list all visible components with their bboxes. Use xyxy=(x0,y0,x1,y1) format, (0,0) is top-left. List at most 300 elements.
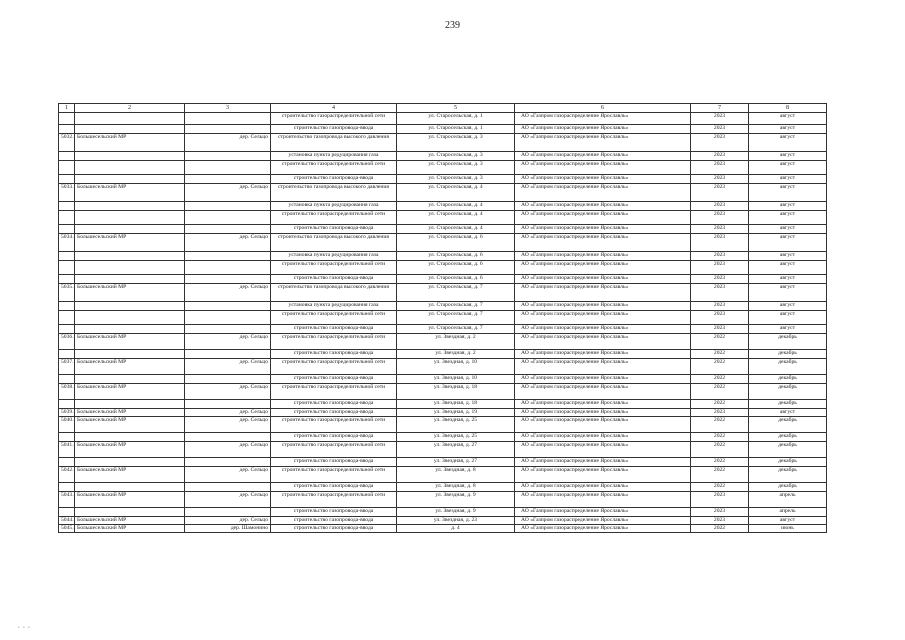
address-cell: ул. Звездная, д. 27 xyxy=(397,442,515,458)
month-cell: декабрь xyxy=(749,458,827,467)
locality-cell xyxy=(185,311,271,325)
work-type-cell: строительство газораспределительной сети xyxy=(271,113,397,125)
district-cell xyxy=(75,152,185,161)
month-cell: декабрь xyxy=(749,400,827,409)
district-cell xyxy=(75,211,185,225)
locality-cell: дер. Сельцо xyxy=(185,284,271,302)
table-row xyxy=(59,275,827,284)
work-type-cell: строительство газопровода-ввода xyxy=(271,409,397,417)
organization-cell: АО «Газпром газораспределение Ярославль» xyxy=(515,359,691,375)
district-cell xyxy=(75,508,185,517)
address-cell: ул. Старосельская, д. 6 xyxy=(397,261,515,275)
work-type-cell: строительство газораспределительной сети xyxy=(271,359,397,375)
table-row xyxy=(59,409,827,417)
organization-cell: АО «Газпром газораспределение Ярославль» xyxy=(515,467,691,483)
year-cell: 2022 xyxy=(691,417,749,433)
district-cell xyxy=(75,252,185,261)
work-type-cell: строительство газопровода высокого давления xyxy=(271,284,397,302)
organization-cell: АО «Газпром газораспределение Ярославль» xyxy=(515,350,691,359)
work-type-cell: строительство газопровода-ввода xyxy=(271,433,397,442)
year-cell: 2023 xyxy=(691,225,749,234)
address-cell: ул. Звездная, д. 18 xyxy=(397,400,515,409)
table-row xyxy=(59,125,827,134)
month-cell: декабрь xyxy=(749,334,827,350)
table-row xyxy=(59,202,827,211)
district-cell: Большесельский МР xyxy=(75,334,185,350)
row-number: 5035. xyxy=(59,284,75,302)
year-cell: 2023 xyxy=(691,211,749,225)
row-number: 5040. xyxy=(59,417,75,433)
district-cell xyxy=(75,225,185,234)
table-row xyxy=(59,384,827,400)
address-cell: ул. Старосельская, д. 1 xyxy=(397,125,515,134)
column-header: 1 xyxy=(59,104,75,113)
locality-cell xyxy=(185,350,271,359)
locality-cell xyxy=(185,275,271,284)
locality-cell: дер. Сельцо xyxy=(185,334,271,350)
work-type-cell: строительство газопровода высокого давления xyxy=(271,184,397,202)
month-cell: декабрь xyxy=(749,375,827,384)
row-number xyxy=(59,311,75,325)
year-cell: 2023 xyxy=(691,311,749,325)
table-row xyxy=(59,442,827,458)
row-number xyxy=(59,211,75,225)
work-type-cell: строительство газопровода-ввода xyxy=(271,517,397,525)
row-number xyxy=(59,302,75,311)
district-cell: Большесельский МР xyxy=(75,234,185,252)
organization-cell: АО «Газпром газораспределение Ярославль» xyxy=(515,252,691,261)
column-header: 2 xyxy=(75,104,185,113)
address-cell: ул. Звездная, д. 23 xyxy=(397,517,515,525)
year-cell: 2023 xyxy=(691,175,749,184)
table-row xyxy=(59,161,827,175)
row-number xyxy=(59,508,75,517)
locality-cell: дер. Сельцо xyxy=(185,184,271,202)
district-cell: Большесельский МР xyxy=(75,467,185,483)
year-cell: 2023 xyxy=(691,161,749,175)
table-row xyxy=(59,350,827,359)
table-row xyxy=(59,261,827,275)
year-cell: 2022 xyxy=(691,384,749,400)
row-number: 5038. xyxy=(59,384,75,400)
month-cell: август xyxy=(749,252,827,261)
organization-cell: АО «Газпром газораспределение Ярославль» xyxy=(515,275,691,284)
row-number xyxy=(59,350,75,359)
address-cell: ул. Старосельская, д. 1 xyxy=(397,113,515,125)
month-cell: август xyxy=(749,161,827,175)
row-number xyxy=(59,458,75,467)
row-number xyxy=(59,161,75,175)
organization-cell: АО «Газпром газораспределение Ярославль» xyxy=(515,400,691,409)
year-cell: 2022 xyxy=(691,467,749,483)
month-cell: август xyxy=(749,211,827,225)
district-cell: Большесельский МР xyxy=(75,284,185,302)
month-cell: август xyxy=(749,113,827,125)
organization-cell: АО «Газпром газораспределение Ярославль» xyxy=(515,302,691,311)
work-type-cell: строительство газопровода-ввода xyxy=(271,175,397,184)
month-cell: август xyxy=(749,325,827,334)
locality-cell xyxy=(185,202,271,211)
locality-cell xyxy=(185,152,271,161)
organization-cell: АО «Газпром газораспределение Ярославль» xyxy=(515,334,691,350)
locality-cell xyxy=(185,400,271,409)
district-cell xyxy=(75,261,185,275)
month-cell: декабрь xyxy=(749,433,827,442)
organization-cell: АО «Газпром газораспределение Ярославль» xyxy=(515,152,691,161)
table-row xyxy=(59,417,827,433)
month-cell: август xyxy=(749,275,827,284)
locality-cell xyxy=(185,161,271,175)
column-header: 7 xyxy=(691,104,749,113)
district-cell xyxy=(75,458,185,467)
row-number: 5039. xyxy=(59,409,75,417)
table-row xyxy=(59,334,827,350)
month-cell: декабрь xyxy=(749,384,827,400)
address-cell: ул. Звездная, д. 2 xyxy=(397,350,515,359)
year-cell: 2022 xyxy=(691,433,749,442)
year-cell: 2023 xyxy=(691,113,749,125)
district-cell: Большесельский МР xyxy=(75,184,185,202)
year-cell: 2022 xyxy=(691,525,749,533)
page-number: 239 xyxy=(445,20,460,31)
district-cell xyxy=(75,161,185,175)
year-cell: 2023 xyxy=(691,184,749,202)
work-type-cell: строительство газораспределительной сети xyxy=(271,384,397,400)
table-row xyxy=(59,284,827,302)
address-cell: ул. Звездная, д. 19 xyxy=(397,409,515,417)
district-cell: Большесельский МР xyxy=(75,409,185,417)
year-cell: 2023 xyxy=(691,284,749,302)
organization-cell: АО «Газпром газораспределение Ярославль» xyxy=(515,325,691,334)
row-number: 5036. xyxy=(59,334,75,350)
address-cell: ул. Старосельская, д. 3 xyxy=(397,152,515,161)
address-cell: ул. Звездная, д. 10 xyxy=(397,359,515,375)
district-cell xyxy=(75,125,185,134)
column-header: 6 xyxy=(515,104,691,113)
address-cell: ул. Старосельская, д. 4 xyxy=(397,184,515,202)
table-row xyxy=(59,234,827,252)
work-type-cell: строительство газопровода-ввода xyxy=(271,350,397,359)
locality-cell xyxy=(185,125,271,134)
month-cell: август xyxy=(749,184,827,202)
table-row xyxy=(59,325,827,334)
address-cell: ул. Звездная, д. 25 xyxy=(397,433,515,442)
locality-cell xyxy=(185,433,271,442)
locality-cell: дер. Сельцо xyxy=(185,467,271,483)
column-header: 5 xyxy=(397,104,515,113)
work-type-cell: строительство газопровода высокого давления xyxy=(271,234,397,252)
address-cell: ул. Звездная, д. 10 xyxy=(397,375,515,384)
scan-artifact: • • • xyxy=(18,626,31,631)
year-cell: 2022 xyxy=(691,442,749,458)
organization-cell: АО «Газпром газораспределение Ярославль» xyxy=(515,261,691,275)
organization-cell: АО «Газпром газораспределение Ярославль» xyxy=(515,161,691,175)
row-number: 5045. xyxy=(59,525,75,533)
district-cell xyxy=(75,302,185,311)
locality-cell: дер. Шамонино xyxy=(185,525,271,533)
organization-cell: АО «Газпром газораспределение Ярославль» xyxy=(515,417,691,433)
district-cell xyxy=(75,350,185,359)
year-cell: 2023 xyxy=(691,275,749,284)
table-row xyxy=(59,375,827,384)
month-cell: апрель xyxy=(749,508,827,517)
district-cell xyxy=(75,202,185,211)
row-number: 5044. xyxy=(59,517,75,525)
address-cell: ул. Старосельская, д. 6 xyxy=(397,275,515,284)
work-type-cell: установка пункта редуцирования газа xyxy=(271,252,397,261)
district-cell: Большесельский МР xyxy=(75,359,185,375)
table-row xyxy=(59,458,827,467)
locality-cell xyxy=(185,261,271,275)
locality-cell xyxy=(185,211,271,225)
month-cell: август xyxy=(749,284,827,302)
year-cell: 2022 xyxy=(691,400,749,409)
work-type-cell: строительство газопровода-ввода xyxy=(271,525,397,533)
locality-cell: дер. Сельцо xyxy=(185,492,271,508)
address-cell: ул. Старосельская, д. 7 xyxy=(397,284,515,302)
locality-cell xyxy=(185,483,271,492)
work-type-cell: строительство газораспределительной сети xyxy=(271,334,397,350)
address-cell: ул. Звездная, д. 9 xyxy=(397,508,515,517)
address-cell: д. 4 xyxy=(397,525,515,533)
address-cell: ул. Звездная, д. 8 xyxy=(397,483,515,492)
work-type-cell: установка пункта редуцирования газа xyxy=(271,152,397,161)
year-cell: 2022 xyxy=(691,334,749,350)
year-cell: 2023 xyxy=(691,252,749,261)
work-type-cell: строительство газопровода-ввода xyxy=(271,275,397,284)
district-cell xyxy=(75,275,185,284)
table-body xyxy=(59,113,827,533)
month-cell: декабрь xyxy=(749,483,827,492)
organization-cell: АО «Газпром газораспределение Ярославль» xyxy=(515,211,691,225)
month-cell: декабрь xyxy=(749,442,827,458)
locality-cell xyxy=(185,508,271,517)
year-cell: 2023 xyxy=(691,125,749,134)
month-cell: апрель xyxy=(749,492,827,508)
table-row xyxy=(59,525,827,533)
table-row xyxy=(59,225,827,234)
table-row xyxy=(59,184,827,202)
work-type-cell: строительство газораспределительной сети xyxy=(271,417,397,433)
work-type-cell: строительство газораспределительной сети xyxy=(271,161,397,175)
year-cell: 2022 xyxy=(691,375,749,384)
year-cell: 2022 xyxy=(691,350,749,359)
locality-cell xyxy=(185,252,271,261)
table-row xyxy=(59,302,827,311)
address-cell: ул. Старосельская, д. 7 xyxy=(397,311,515,325)
district-cell xyxy=(75,375,185,384)
work-type-cell: строительство газопровода-ввода xyxy=(271,508,397,517)
month-cell: август xyxy=(749,152,827,161)
table-row xyxy=(59,483,827,492)
month-cell: декабрь xyxy=(749,417,827,433)
organization-cell: АО «Газпром газораспределение Ярославль» xyxy=(515,225,691,234)
year-cell: 2023 xyxy=(691,325,749,334)
year-cell: 2022 xyxy=(691,458,749,467)
column-number-row xyxy=(59,104,827,113)
work-type-cell: строительство газораспределительной сети xyxy=(271,442,397,458)
locality-cell: дер. Сельцо xyxy=(185,234,271,252)
district-cell xyxy=(75,311,185,325)
organization-cell: АО «Газпром газораспределение Ярославль» xyxy=(515,113,691,125)
work-type-cell: строительство газопровода-ввода xyxy=(271,375,397,384)
locality-cell xyxy=(185,225,271,234)
locality-cell xyxy=(185,375,271,384)
row-number xyxy=(59,375,75,384)
address-cell: ул. Звездная, д. 9 xyxy=(397,492,515,508)
district-cell: Большесельский МР xyxy=(75,517,185,525)
month-cell: декабрь xyxy=(749,359,827,375)
organization-cell: АО «Газпром газораспределение Ярославль» xyxy=(515,508,691,517)
year-cell: 2023 xyxy=(691,261,749,275)
work-type-cell: строительство газораспределительной сети xyxy=(271,467,397,483)
work-type-cell: строительство газораспределительной сети xyxy=(271,311,397,325)
month-cell: август xyxy=(749,225,827,234)
work-type-cell: строительство газопровода-ввода xyxy=(271,225,397,234)
year-cell: 2022 xyxy=(691,483,749,492)
row-number xyxy=(59,225,75,234)
table-row xyxy=(59,311,827,325)
address-cell: ул. Старосельская, д. 4 xyxy=(397,202,515,211)
row-number: 5033. xyxy=(59,184,75,202)
month-cell: август xyxy=(749,134,827,152)
column-header: 4 xyxy=(271,104,397,113)
address-cell: ул. Старосельская, д. 6 xyxy=(397,252,515,261)
row-number: 5034. xyxy=(59,234,75,252)
row-number: 5037. xyxy=(59,359,75,375)
work-type-cell: строительство газораспределительной сети xyxy=(271,261,397,275)
organization-cell: АО «Газпром газораспределение Ярославль» xyxy=(515,517,691,525)
organization-cell: АО «Газпром газораспределение Ярославль» xyxy=(515,202,691,211)
year-cell: 2023 xyxy=(691,234,749,252)
month-cell: август xyxy=(749,409,827,417)
address-cell: ул. Старосельская, д. 7 xyxy=(397,325,515,334)
address-cell: ул. Старосельская, д. 3 xyxy=(397,161,515,175)
organization-cell: АО «Газпром газораспределение Ярославль» xyxy=(515,384,691,400)
address-cell: ул. Старосельская, д. 4 xyxy=(397,211,515,225)
address-cell: ул. Звездная, д. 2 xyxy=(397,334,515,350)
work-type-cell: строительство газораспределительной сети xyxy=(271,492,397,508)
row-number xyxy=(59,125,75,134)
table-row xyxy=(59,492,827,508)
table-row xyxy=(59,467,827,483)
organization-cell: АО «Газпром газораспределение Ярославль» xyxy=(515,442,691,458)
month-cell: август xyxy=(749,175,827,184)
address-cell: ул. Старосельская, д. 3 xyxy=(397,134,515,152)
organization-cell: АО «Газпром газораспределение Ярославль» xyxy=(515,409,691,417)
address-cell: ул. Старосельская, д. 6 xyxy=(397,234,515,252)
table-row xyxy=(59,508,827,517)
work-type-cell: строительство газопровода-ввода xyxy=(271,458,397,467)
organization-cell: АО «Газпром газораспределение Ярославль» xyxy=(515,134,691,152)
row-number xyxy=(59,175,75,184)
row-number: 5041. xyxy=(59,442,75,458)
locality-cell: дер. Сельцо xyxy=(185,517,271,525)
organization-cell: АО «Газпром газораспределение Ярославль» xyxy=(515,234,691,252)
month-cell: август xyxy=(749,202,827,211)
organization-cell: АО «Газпром газораспределение Ярославль» xyxy=(515,433,691,442)
organization-cell: АО «Газпром газораспределение Ярославль» xyxy=(515,125,691,134)
district-cell: Большесельский МР xyxy=(75,442,185,458)
row-number: 5042. xyxy=(59,467,75,483)
work-type-cell: строительство газопровода высокого давления xyxy=(271,134,397,152)
district-cell xyxy=(75,433,185,442)
address-cell: ул. Старосельская, д. 3 xyxy=(397,175,515,184)
address-cell: ул. Звездная, д. 27 xyxy=(397,458,515,467)
table-row xyxy=(59,359,827,375)
district-cell xyxy=(75,483,185,492)
table-row xyxy=(59,211,827,225)
month-cell: август xyxy=(749,517,827,525)
locality-cell: дер. Сельцо xyxy=(185,134,271,152)
year-cell: 2023 xyxy=(691,134,749,152)
district-cell xyxy=(75,400,185,409)
district-cell: Большесельский МР xyxy=(75,525,185,533)
organization-cell: АО «Газпром газораспределение Ярославль» xyxy=(515,375,691,384)
district-cell xyxy=(75,175,185,184)
locality-cell xyxy=(185,458,271,467)
year-cell: 2023 xyxy=(691,409,749,417)
organization-cell: АО «Газпром газораспределение Ярославль» xyxy=(515,184,691,202)
month-cell: август xyxy=(749,311,827,325)
table-row xyxy=(59,252,827,261)
work-type-cell: строительство газопровода-ввода xyxy=(271,125,397,134)
year-cell: 2023 xyxy=(691,152,749,161)
work-type-cell: установка пункта редуцирования газа xyxy=(271,202,397,211)
locality-cell xyxy=(185,302,271,311)
district-cell xyxy=(75,325,185,334)
district-cell: Большесельский МР xyxy=(75,417,185,433)
work-type-cell: строительство газопровода-ввода xyxy=(271,483,397,492)
locality-cell xyxy=(185,113,271,125)
organization-cell: АО «Газпром газораспределение Ярославль» xyxy=(515,458,691,467)
district-cell: Большесельский МР xyxy=(75,492,185,508)
year-cell: 2023 xyxy=(691,492,749,508)
month-cell: август xyxy=(749,125,827,134)
organization-cell: АО «Газпром газораспределение Ярославль» xyxy=(515,483,691,492)
district-cell xyxy=(75,113,185,125)
work-type-cell: строительство газопровода-ввода xyxy=(271,400,397,409)
table-row xyxy=(59,433,827,442)
column-header: 3 xyxy=(185,104,271,113)
organization-cell: АО «Газпром газораспределение Ярославль» xyxy=(515,525,691,533)
locality-cell xyxy=(185,175,271,184)
row-number xyxy=(59,202,75,211)
row-number xyxy=(59,261,75,275)
row-number xyxy=(59,152,75,161)
column-header: 8 xyxy=(749,104,827,113)
month-cell: июнь xyxy=(749,525,827,533)
address-cell: ул. Старосельская, д. 4 xyxy=(397,225,515,234)
month-cell: август xyxy=(749,302,827,311)
year-cell: 2023 xyxy=(691,508,749,517)
year-cell: 2023 xyxy=(691,302,749,311)
year-cell: 2022 xyxy=(691,359,749,375)
organization-cell: АО «Газпром газораспределение Ярославль» xyxy=(515,284,691,302)
organization-cell: АО «Газпром газораспределение Ярославль» xyxy=(515,175,691,184)
locality-cell: дер. Сельцо xyxy=(185,442,271,458)
organization-cell: АО «Газпром газораспределение Ярославль» xyxy=(515,311,691,325)
row-number xyxy=(59,483,75,492)
year-cell: 2023 xyxy=(691,202,749,211)
row-number xyxy=(59,400,75,409)
work-type-cell: строительство газораспределительной сети xyxy=(271,211,397,225)
month-cell: август xyxy=(749,261,827,275)
district-cell: Большесельский МР xyxy=(75,384,185,400)
district-cell: Большесельский МР xyxy=(75,134,185,152)
locality-cell: дер. Сельцо xyxy=(185,409,271,417)
table-row xyxy=(59,152,827,161)
